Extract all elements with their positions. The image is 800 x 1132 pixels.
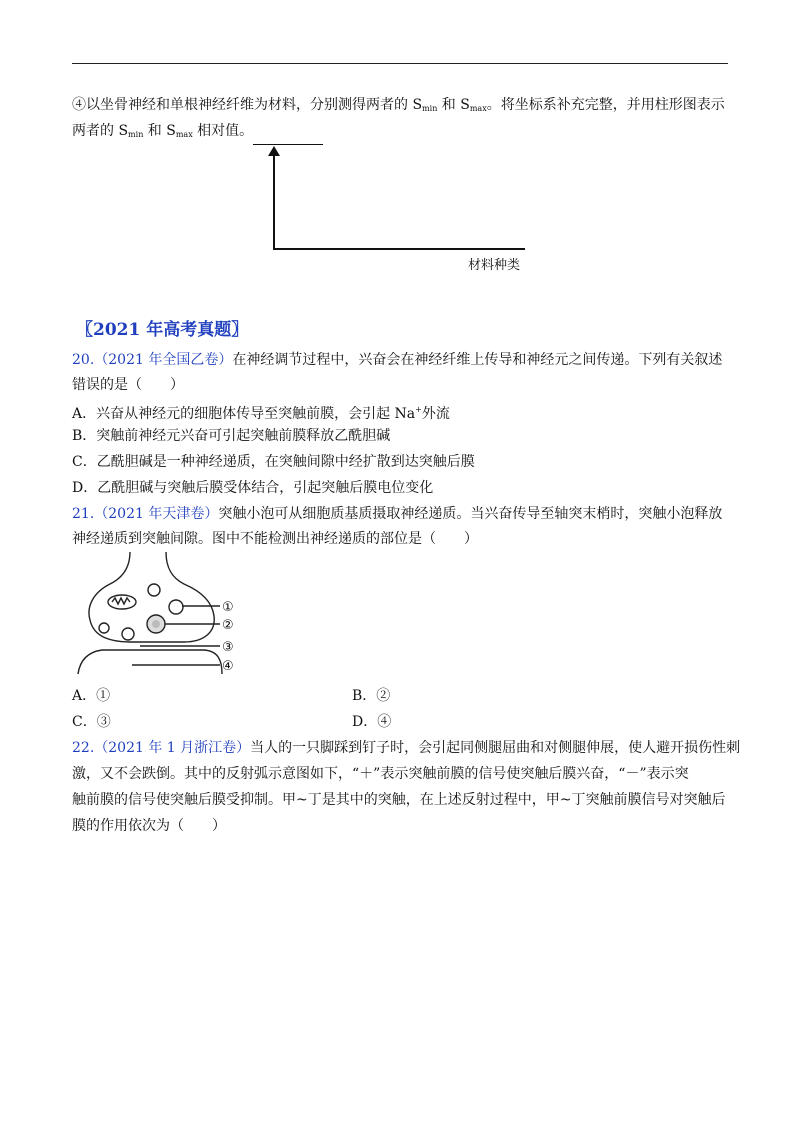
question-stem: 突触小泡可从细胞质基质摄取神经递质。当兴奋传导至轴突末梢时，突触小泡释放 — [218, 506, 723, 522]
label-3: ③ — [222, 640, 234, 655]
q19-text: ④以坐骨神经和单根神经纤维为材料，分别测得两者的 S — [72, 97, 423, 113]
q19-text: 相对值。 — [192, 123, 254, 139]
q19-line1 — [72, 95, 725, 119]
vesicle — [169, 600, 183, 614]
q20-stem-line2: 错误的是（ ） — [72, 377, 184, 393]
q21-option-c[interactable]: C．③ — [72, 714, 111, 730]
q19-text: 。将坐标系补充完整，并用柱形图表示 — [486, 97, 725, 113]
q21-stem-line2: 神经递质到突触间隙。图中不能检测出神经递质的部位是（ ） — [72, 531, 478, 547]
question-source: （2021 年天津卷） — [94, 506, 219, 522]
question-number: 21. — [72, 506, 95, 522]
q20-option-d[interactable]: D．乙酰胆碱与突触后膜受体结合，引起突触后膜电位变化 — [72, 480, 434, 496]
q22-stem-line4: 膜的作用依次为（ ） — [72, 818, 226, 834]
question-number: 22. — [72, 740, 95, 756]
question-stem: 当人的一只脚踩到钉子时，会引起同侧腿屈曲和对侧腿伸展，使人避开损伤性刺 — [250, 740, 741, 756]
q20-option-b[interactable]: B．突触前神经元兴奋可引起突触前膜释放乙酰胆碱 — [72, 428, 391, 444]
subscript-max: max — [175, 130, 193, 139]
q21-stem-line1 — [72, 504, 722, 524]
option-text: A．兴奋从神经元的细胞体传导至突触前膜，会引起 Na — [72, 406, 416, 422]
superscript-plus: + — [415, 405, 422, 414]
q21-option-d[interactable]: D．④ — [352, 714, 392, 730]
q21-option-b[interactable]: B．② — [352, 688, 391, 704]
q19-text: 和 S — [143, 123, 176, 139]
mitochondrion-cristae — [112, 598, 130, 604]
x-axis — [273, 248, 525, 250]
q20-option-c[interactable]: C．乙酰胆碱是一种神经递质，在突触间隙中经扩散到达突触后膜 — [72, 454, 475, 470]
q20-option-a[interactable] — [72, 400, 450, 424]
q22-stem-line3: 触前膜的信号使突触后膜受抑制。甲~丁是其中的突触，在上述反射过程中，甲~丁突触前膜信号对突触后 — [72, 792, 726, 808]
vesicle-core — [152, 620, 160, 628]
answer-blank[interactable] — [253, 130, 323, 145]
question-stem: 在神经调节过程中，兴奋会在神经纤维上传导和神经元之间传递。下列有关叙述 — [232, 352, 723, 368]
vesicle — [148, 584, 160, 596]
q22-stem-line1 — [72, 738, 740, 758]
section-title: 〖2021 年高考真题〗 — [76, 320, 249, 340]
q22-stem-line2: 激，又不会跌倒。其中的反射弧示意图如下，“＋”表示突触前膜的信号使突触后膜兴奋，“－”表示突 — [72, 766, 689, 782]
q19-text: 和 S — [437, 97, 470, 113]
vesicle — [99, 623, 109, 633]
question-source: （2021 年全国乙卷） — [94, 352, 233, 368]
subscript-max: max — [469, 104, 487, 113]
vesicle — [122, 628, 134, 640]
header-rule — [72, 63, 728, 64]
question-number: 20. — [72, 352, 95, 368]
option-text: 外流 — [421, 406, 450, 422]
q20-stem-line1 — [72, 350, 722, 370]
subscript-min: min — [128, 130, 144, 139]
q19-line2 — [72, 121, 323, 145]
y-axis — [273, 150, 275, 250]
synapse-diagram — [72, 548, 272, 680]
q21-option-a[interactable]: A．① — [72, 688, 111, 704]
label-1: ① — [222, 600, 234, 615]
label-2: ② — [222, 618, 234, 633]
question-source: （2021 年 1 月浙江卷） — [94, 740, 251, 756]
q19-text: 两者的 S — [72, 123, 129, 139]
label-4: ④ — [222, 659, 234, 674]
postsynaptic-membrane — [78, 650, 222, 674]
x-axis-label: 材料种类 — [468, 258, 521, 273]
subscript-min: min — [422, 104, 438, 113]
